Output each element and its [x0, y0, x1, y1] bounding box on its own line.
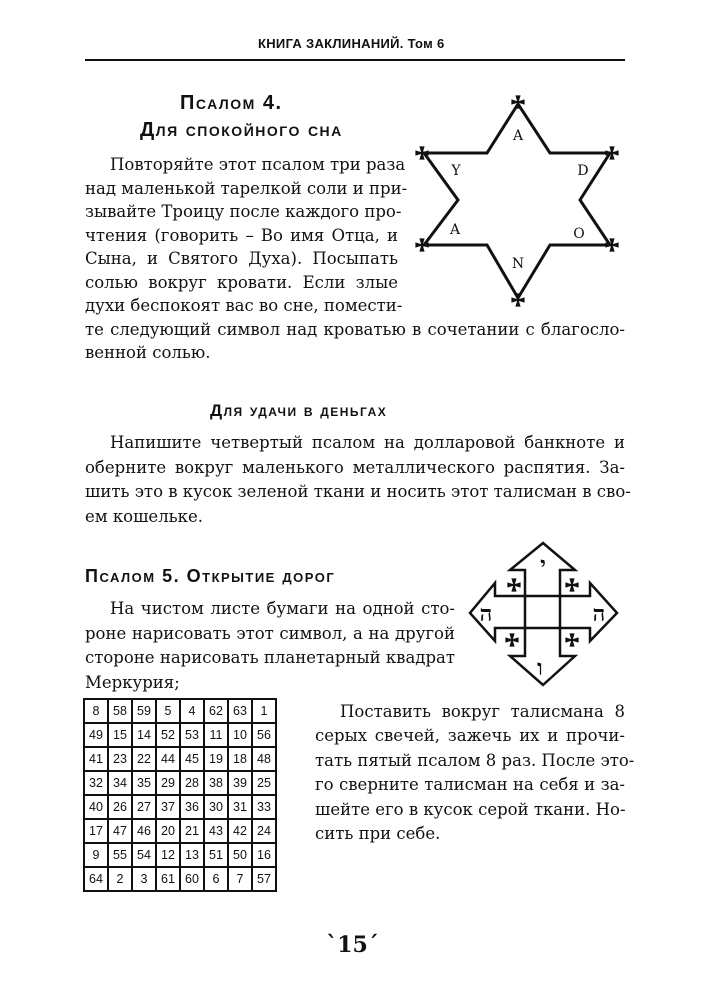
square-cell: 36	[180, 795, 204, 819]
text-line: Напишите четвертый псалом на долларовой банкноте и	[110, 433, 625, 452]
square-cell: 29	[156, 771, 180, 795]
square-cell: 15	[108, 723, 132, 747]
square-row	[84, 819, 276, 843]
text-line: солью вокруг кровати. Если злые	[85, 272, 398, 292]
square-cell: 11	[204, 723, 228, 747]
square-cell: 51	[204, 843, 228, 867]
square-cell: 9	[84, 843, 108, 867]
section2-title: Для удачи в деньгах	[210, 401, 388, 420]
text-line: Поставить вокруг талисмана 8	[340, 702, 625, 721]
star-letter-lower-right: O	[573, 226, 585, 242]
square-cell: 16	[252, 843, 276, 867]
text-line: Повторяйте этот псалом три раза	[110, 155, 406, 174]
text-line: зывайте Троицу после каждого про-	[85, 202, 402, 221]
square-cell: 39	[228, 771, 252, 795]
square-cell: 50	[228, 843, 252, 867]
cross-pattee-icon	[506, 634, 518, 646]
text-line: го сверните талисман на себя и за-	[315, 775, 625, 795]
cross-pattee-icon	[566, 579, 578, 591]
square-row	[84, 699, 276, 723]
text-line: духи беспокоят вас во сне, помести-	[85, 296, 403, 315]
square-cell: 3	[132, 867, 156, 891]
square-cell: 45	[180, 747, 204, 771]
square-cell: 63	[228, 699, 252, 723]
star-letter-upper-left: Y	[451, 163, 461, 179]
square-cell: 46	[132, 819, 156, 843]
square-row	[84, 867, 276, 891]
square-cell: 27	[132, 795, 156, 819]
text-line: На чистом листе бумаги на одной сто-	[110, 599, 455, 618]
square-cell: 61	[156, 867, 180, 891]
square-cell: 59	[132, 699, 156, 723]
square-cell: 35	[132, 771, 156, 795]
text-line: сить при себе.	[315, 824, 441, 843]
square-cell: 34	[108, 771, 132, 795]
square-cell: 2	[108, 867, 132, 891]
square-cell: 48	[252, 747, 276, 771]
star-letter-bottom: N	[511, 256, 525, 272]
square-cell: 24	[252, 819, 276, 843]
square-cell: 19	[204, 747, 228, 771]
text-line: шить это в кусок зеленой ткани и носить этот талисман в сво-	[85, 482, 631, 502]
text-line: над маленькой тарелкой соли и при-	[85, 178, 408, 198]
section1-title: Псалом 4.	[180, 92, 283, 114]
square-cell: 31	[228, 795, 252, 819]
square-cell: 54	[132, 843, 156, 867]
text-line: стороне нарисовать планетарный квадрат	[85, 648, 455, 667]
square-cell: 37	[156, 795, 180, 819]
text-line: роне нарисовать этот символ, а на другой	[85, 623, 455, 643]
square-row	[84, 795, 276, 819]
square-cell: 17	[84, 819, 108, 843]
mercury-planetary-square	[83, 698, 277, 892]
square-cell: 10	[228, 723, 252, 747]
square-cell: 5	[156, 699, 180, 723]
road-opening-symbol	[470, 543, 617, 685]
square-cell: 25	[252, 771, 276, 795]
square-cell: 53	[180, 723, 204, 747]
running-header: КНИГА ЗАКЛИНАНИЙ. Том 6	[258, 36, 445, 51]
square-cell: 62	[204, 699, 228, 723]
text-line: оберните вокруг маленького металлического распятия. За-	[85, 457, 625, 477]
square-cell: 40	[84, 795, 108, 819]
page-number: `15´	[326, 932, 379, 958]
text-line: серых свечей, зажечь их и прочи-	[315, 726, 625, 746]
text-line: шейте его в кусок серой ткани. Но-	[315, 799, 626, 819]
square-cell: 21	[180, 819, 204, 843]
square-cell: 47	[108, 819, 132, 843]
square-cell: 38	[204, 771, 228, 795]
text-line: Сына, и Святого Духа). Посыпать	[85, 249, 398, 268]
star-letter-upper-right: D	[577, 163, 589, 179]
square-row	[84, 771, 276, 795]
square-row	[84, 843, 276, 867]
square-cell: 42	[228, 819, 252, 843]
square-cell: 20	[156, 819, 180, 843]
square-cell: 52	[156, 723, 180, 747]
square-row	[84, 747, 276, 771]
square-cell: 33	[252, 795, 276, 819]
cross-pattee-icon	[508, 579, 520, 591]
square-cell: 1	[252, 699, 276, 723]
square-cell: 13	[180, 843, 204, 867]
square-cell: 30	[204, 795, 228, 819]
square-cell: 60	[180, 867, 204, 891]
hebrew-letter-right: ה	[592, 601, 606, 627]
text-line: Меркурия;	[85, 672, 180, 692]
text-line: те следующий символ над кроватью в сочетании с благосло-	[85, 319, 625, 339]
hebrew-letter-top: י	[540, 552, 546, 578]
square-cell: 49	[84, 723, 108, 747]
square-cell: 41	[84, 747, 108, 771]
square-cell: 55	[108, 843, 132, 867]
square-cell: 22	[132, 747, 156, 771]
square-cell: 18	[228, 747, 252, 771]
square-cell: 7	[228, 867, 252, 891]
square-row	[84, 723, 276, 747]
square-cell: 43	[204, 819, 228, 843]
text-line: тать пятый псалом 8 раз. После это-	[315, 750, 635, 770]
square-cell: 56	[252, 723, 276, 747]
square-cell: 14	[132, 723, 156, 747]
square-cell: 57	[252, 867, 276, 891]
square-cell: 23	[108, 747, 132, 771]
cross-pattee-icon	[566, 634, 578, 646]
square-cell: 8	[84, 699, 108, 723]
text-line: венной солью.	[85, 343, 211, 362]
star-letter-top: A	[512, 128, 524, 144]
hebrew-letter-left: ה	[479, 601, 493, 627]
square-cell: 28	[180, 771, 204, 795]
square-cell: 58	[108, 699, 132, 723]
text-line: чтения (говорить – Во имя Отца, и	[85, 225, 398, 245]
section3-title: Псалом 5. Открытие дорог	[85, 566, 336, 586]
text-line: ем кошельке.	[85, 507, 203, 527]
square-cell: 26	[108, 795, 132, 819]
square-cell: 44	[156, 747, 180, 771]
square-cell: 32	[84, 771, 108, 795]
square-cell: 6	[204, 867, 228, 891]
cross-pattee-icon	[512, 294, 524, 306]
star-letter-lower-left: A	[449, 222, 461, 238]
hebrew-letter-bottom: ו	[537, 655, 543, 681]
square-cell: 4	[180, 699, 204, 723]
cross-pattee-icon	[512, 96, 524, 108]
square-cell: 64	[84, 867, 108, 891]
section1-subtitle: Для спокойного сна	[140, 119, 343, 141]
square-cell: 12	[156, 843, 180, 867]
